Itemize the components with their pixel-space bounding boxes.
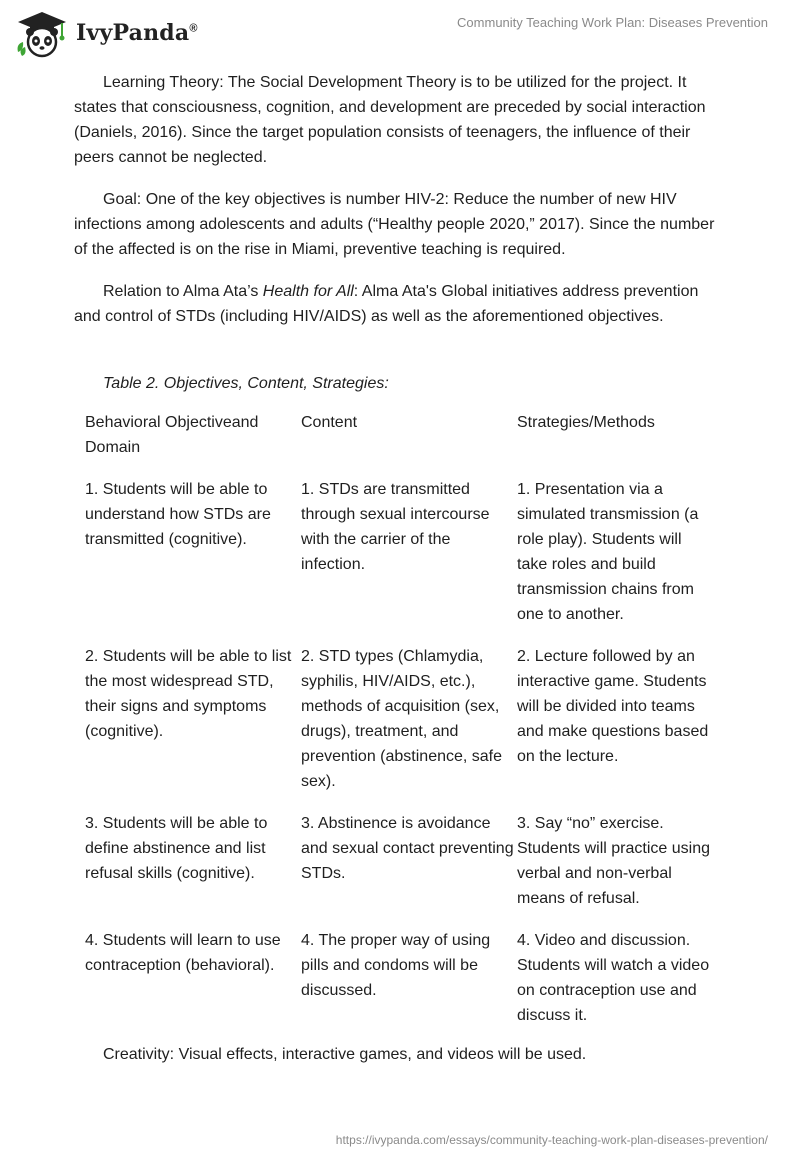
header-strategies: Strategies/Methods	[517, 414, 655, 431]
table-row	[85, 477, 735, 627]
brand-name: IvyPanda®	[76, 20, 198, 46]
table-cell: 3. Say “no” exercise. Students will practice using verbal and non-verbal means of refusal.	[517, 815, 710, 907]
goal-paragraph: Goal: One of the key objectives is number HIV-2: Reduce the number of new HIV infections among adolescents and adults (“Healthy people 2020,” 2017). Since the number of the affected is on the rise in Miami, preventive teaching is required.	[74, 191, 715, 258]
table-cell: 3. Students will be able to define abstinence and list refusal skills (cognitive).	[85, 815, 268, 882]
table-cell: 4. Video and discussion. Students will watch a video on contraception use and discuss it.	[517, 932, 710, 1024]
table-cell: 1. Presentation via a simulated transmission (a role play). Students will take roles and build transmission chains from one to another.	[517, 481, 699, 623]
objectives-table	[85, 410, 735, 1045]
document-title: Community Teaching Work Plan: Diseases Prevention	[457, 15, 768, 30]
health-for-all-emphasis: Health for All	[262, 283, 354, 300]
table-cell: 2. Lecture followed by an interactive game. Students will be divided into teams and make questions based on the lecture.	[517, 648, 709, 765]
table-cell: 4. Students will learn to use contraception (behavioral).	[85, 932, 281, 974]
source-url-link[interactable]: https://ivypanda.com/essays/community-teaching-work-plan-diseases-prevention/	[335, 1133, 768, 1147]
page-header	[0, 0, 800, 70]
learning-theory-paragraph: Learning Theory: The Social Development Theory is to be utilized for the project. It states that consciousness, cognition, and development are preceded by social interaction (Daniels, 2016). Since the target population consists of teenagers, the influence of their peers cannot be neglected.	[74, 74, 706, 166]
table-cell: 2. Students will be able to list the most widespread STD, their signs and symptoms (cognitive).	[85, 648, 292, 740]
table-caption: Table 2. Objectives, Content, Strategies:	[103, 375, 389, 392]
table-row	[85, 928, 735, 1028]
alma-ata-paragraph: Relation to Alma Ata’s Health for All: Alma Ata's Global initiatives address prevention and control of STDs (including HIV/AIDS) as well as the aforementioned objectives.	[74, 283, 699, 325]
creativity-paragraph: Creativity: Visual effects, interactive games, and videos will be used.	[103, 1046, 587, 1063]
table-header-row	[85, 410, 735, 460]
table-cell: 3. Abstinence is avoidance and sexual contact preventing STDs.	[301, 815, 514, 882]
table-row	[85, 644, 735, 794]
table-cell: 2. STD types (Chlamydia, syphilis, HIV/AIDS, etc.), methods of acquisition (sex, drugs), treatment, and prevention (abstinence, safe sex).	[301, 648, 503, 790]
table-cell: 4. The proper way of using pills and condoms will be discussed.	[301, 932, 491, 999]
table-cell: 1. STDs are transmitted through sexual intercourse with the carrier of the infection.	[301, 481, 490, 573]
header-content: Content	[301, 414, 358, 431]
header-behavioral-objective: Behavioral Objectiveand Domain	[85, 414, 259, 456]
table-row	[85, 811, 735, 911]
table-cell: 1. Students will be able to understand how STDs are transmitted (cognitive).	[85, 481, 271, 548]
panda-graduation-cap-logo-icon	[14, 8, 70, 58]
ivypanda-logo[interactable]	[14, 8, 198, 58]
